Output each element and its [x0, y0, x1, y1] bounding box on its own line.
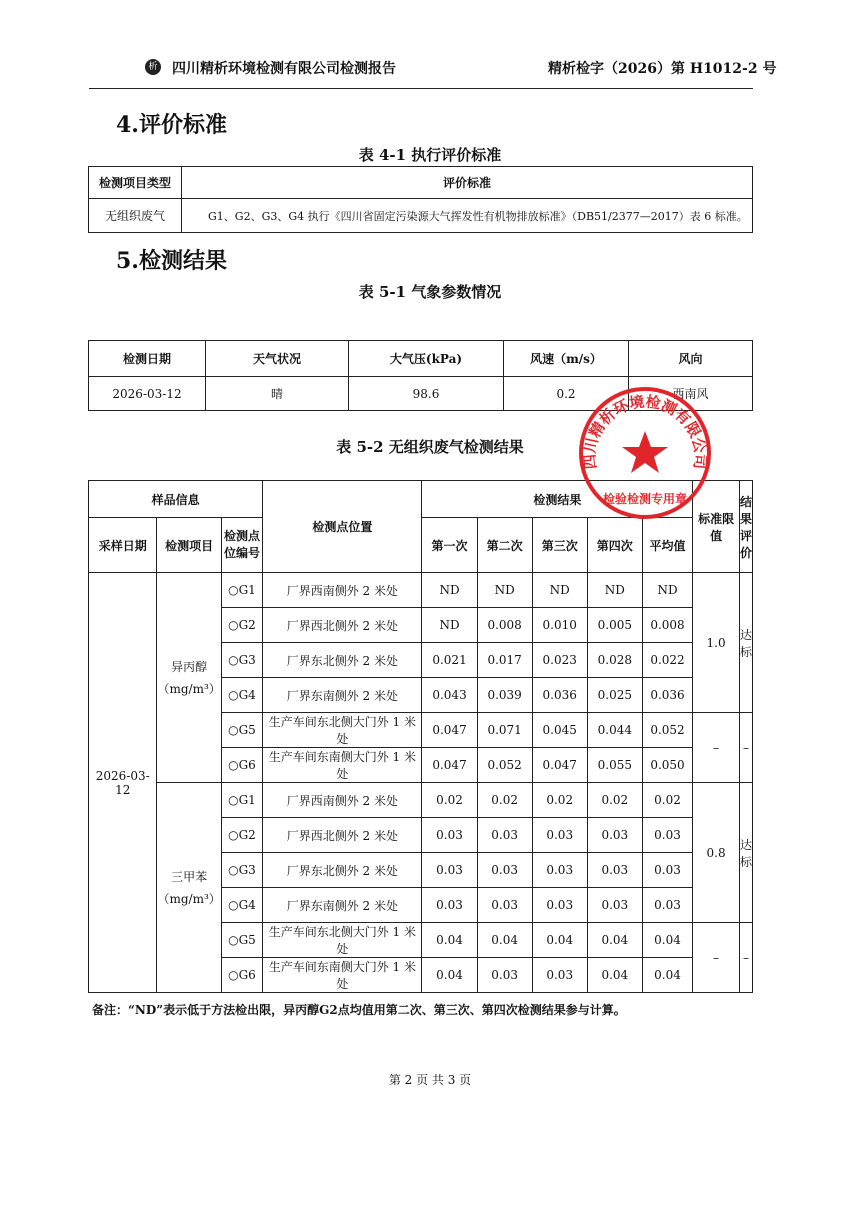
cell-limit: –: [693, 923, 740, 993]
cell-value: 0.022: [642, 643, 692, 678]
company-seal-stamp: [575, 383, 715, 523]
cell-value: 0.039: [477, 678, 532, 713]
svg-text:检验检测专用章: 检验检测专用章: [602, 492, 688, 506]
th-standard: 评价标准: [182, 167, 753, 199]
table-note: 备注：“ND”表示低于方法检出限，异丙醇G2点均值用第二次、第三次、第四次检测结果参与计算。: [92, 1003, 626, 1017]
cell-point-no: ○G4: [221, 678, 262, 713]
th-pressure: 大气压(kPa): [349, 341, 504, 377]
cell-value: 0.03: [587, 888, 642, 923]
th-average: 平均值: [642, 518, 692, 573]
cell-value: ND: [422, 573, 477, 608]
cell-value: 0.03: [532, 888, 587, 923]
cell-value: 0.04: [532, 923, 587, 958]
cell-value: 0.047: [422, 713, 477, 748]
cell-value: 0.03: [477, 888, 532, 923]
cell-value: 0.010: [532, 608, 587, 643]
cell-point-no: ○G3: [221, 853, 262, 888]
cell-value: 0.043: [422, 678, 477, 713]
cell-value: 0.04: [422, 958, 477, 993]
company-logo-icon: 析: [145, 59, 161, 75]
th-point-no: 检测点位编号: [221, 518, 262, 573]
cell-point-loc: 厂界东北侧外 2 米处: [263, 643, 422, 678]
cell-pressure: 98.6: [349, 377, 504, 411]
cell-limit: 1.0: [693, 573, 740, 713]
cell-point-no: ○G6: [221, 748, 262, 783]
cell-value: 0.03: [477, 958, 532, 993]
th-wind-dir: 风向: [629, 341, 753, 377]
cell-value: 0.04: [642, 958, 692, 993]
th-run-2: 第二次: [477, 518, 532, 573]
item-name: 异丙醇: [171, 659, 208, 674]
cell-value: 0.04: [587, 958, 642, 993]
results-table: [88, 480, 753, 993]
cell-value: 0.03: [477, 818, 532, 853]
cell-value: 0.071: [477, 713, 532, 748]
cell-value: 0.02: [642, 783, 692, 818]
th-point-loc: 检测点位置: [263, 481, 422, 573]
cell-value: 0.047: [532, 748, 587, 783]
th-run-1: 第一次: [422, 518, 477, 573]
cell-item-type: 无组织废气: [89, 199, 182, 233]
cell-point-loc: 生产车间东北侧大门外 1 米处: [263, 923, 422, 958]
cell-point-loc: 厂界东南侧外 2 米处: [263, 678, 422, 713]
cell-point-no: ○G2: [221, 608, 262, 643]
cell-value: 0.045: [532, 713, 587, 748]
cell-value: 0.03: [642, 853, 692, 888]
th-results: 检测结果: [422, 481, 693, 518]
section-4-heading: 4.评价标准: [116, 112, 227, 138]
cell-point-no: ○G1: [221, 783, 262, 818]
cell-value: 0.036: [532, 678, 587, 713]
cell-value: ND: [587, 573, 642, 608]
cell-date: 2026-03-12: [89, 377, 206, 411]
cell-limit: –: [693, 713, 740, 783]
cell-eval: 达标: [739, 783, 752, 923]
th-weather: 天气状况: [206, 341, 349, 377]
cell-value: 0.03: [532, 818, 587, 853]
cell-value: 0.044: [587, 713, 642, 748]
cell-value: 0.03: [642, 818, 692, 853]
item-unit: （mg/m³）: [157, 891, 221, 906]
cell-value: 0.008: [477, 608, 532, 643]
header-company: 四川精析环境检测有限公司检测报告: [172, 61, 396, 77]
cell-point-loc: 厂界西南侧外 2 米处: [263, 573, 422, 608]
standard-table: [88, 166, 753, 233]
cell-value: ND: [422, 608, 477, 643]
item-unit: （mg/m³）: [157, 681, 221, 696]
cell-value: ND: [642, 573, 692, 608]
cell-value: 0.02: [532, 783, 587, 818]
th-eval: 结果评价: [739, 481, 752, 573]
cell-value: 0.050: [642, 748, 692, 783]
cell-value: 0.052: [642, 713, 692, 748]
th-run-3: 第三次: [532, 518, 587, 573]
th-sample-info: 样品信息: [89, 481, 263, 518]
cell-value: 0.047: [422, 748, 477, 783]
cell-point-loc: 厂界西南侧外 2 米处: [263, 783, 422, 818]
cell-eval: 达标: [739, 573, 752, 713]
th-wind-speed: 风速（m/s）: [504, 341, 629, 377]
cell-value: 0.03: [477, 853, 532, 888]
cell-value: 0.028: [587, 643, 642, 678]
th-test-item: 检测项目: [157, 518, 221, 573]
cell-point-loc: 生产车间东北侧大门外 1 米处: [263, 713, 422, 748]
cell-point-loc: 厂界东北侧外 2 米处: [263, 853, 422, 888]
cell-value: 0.04: [642, 923, 692, 958]
cell-test-item: [157, 573, 221, 783]
svg-text:四川精析环境检测有限公司: 四川精析环境检测有限公司: [580, 392, 710, 470]
cell-eval: –: [739, 923, 752, 993]
cell-value: ND: [477, 573, 532, 608]
cell-point-no: ○G4: [221, 888, 262, 923]
cell-sample-date: 2026-03-12: [89, 573, 157, 993]
cell-value: 0.03: [422, 888, 477, 923]
cell-value: 0.04: [477, 923, 532, 958]
cell-value: 0.021: [422, 643, 477, 678]
cell-limit: 0.8: [693, 783, 740, 923]
cell-value: 0.03: [587, 853, 642, 888]
cell-point-no: ○G1: [221, 573, 262, 608]
cell-point-loc: 厂界东南侧外 2 米处: [263, 888, 422, 923]
cell-value: 0.025: [587, 678, 642, 713]
table-row: [89, 783, 753, 818]
cell-test-item: [157, 783, 221, 993]
cell-value: ND: [532, 573, 587, 608]
th-run-4: 第四次: [587, 518, 642, 573]
th-date: 检测日期: [89, 341, 206, 377]
cell-value: 0.03: [642, 888, 692, 923]
cell-value: 0.023: [532, 643, 587, 678]
header-divider: [89, 88, 753, 89]
table-row: [89, 573, 753, 608]
table-4-1-title: 表 4-1 执行评价标准: [358, 146, 502, 164]
header-report-no: 精析检字（2026）第 H1012-2 号: [548, 61, 777, 77]
cell-point-loc: 生产车间东南侧大门外 1 米处: [263, 748, 422, 783]
cell-value: 0.03: [532, 958, 587, 993]
cell-standard: G1、G2、G3、G4 执行《四川省固定污染源大气挥发性有机物排放标准》（DB51/2377—2017）表 6 标准。: [182, 199, 753, 233]
item-name: 三甲苯: [171, 869, 208, 884]
cell-wind-speed: 0.2: [504, 377, 629, 411]
section-5-heading: 5.检测结果: [116, 248, 227, 274]
cell-point-loc: 生产车间东南侧大门外 1 米处: [263, 958, 422, 993]
cell-point-loc: 厂界西北侧外 2 米处: [263, 818, 422, 853]
th-item-type: 检测项目类型: [89, 167, 182, 199]
cell-point-no: ○G5: [221, 923, 262, 958]
cell-point-no: ○G2: [221, 818, 262, 853]
cell-eval: –: [739, 713, 752, 783]
table-5-1-title: 表 5-1 气象参数情况: [358, 283, 502, 301]
cell-value: 0.02: [422, 783, 477, 818]
cell-value: 0.03: [532, 853, 587, 888]
cell-point-no: ○G5: [221, 713, 262, 748]
table-5-2-title: 表 5-2 无组织废气检测结果: [336, 438, 524, 456]
cell-value: 0.03: [587, 818, 642, 853]
cell-value: 0.02: [587, 783, 642, 818]
cell-value: 0.04: [587, 923, 642, 958]
cell-value: 0.03: [422, 853, 477, 888]
cell-value: 0.017: [477, 643, 532, 678]
cell-value: 0.052: [477, 748, 532, 783]
cell-point-loc: 厂界西北侧外 2 米处: [263, 608, 422, 643]
th-limit: 标准限值: [693, 481, 740, 573]
cell-value: 0.036: [642, 678, 692, 713]
page-number: 第 2 页 共 3 页: [388, 1073, 472, 1087]
th-sample-date: 采样日期: [89, 518, 157, 573]
cell-value: 0.04: [422, 923, 477, 958]
cell-value: 0.03: [422, 818, 477, 853]
cell-value: 0.055: [587, 748, 642, 783]
cell-value: 0.02: [477, 783, 532, 818]
cell-weather: 晴: [206, 377, 349, 411]
cell-point-no: ○G3: [221, 643, 262, 678]
cell-value: 0.005: [587, 608, 642, 643]
cell-point-no: ○G6: [221, 958, 262, 993]
cell-wind-dir: 西南风: [629, 377, 753, 411]
cell-value: 0.008: [642, 608, 692, 643]
